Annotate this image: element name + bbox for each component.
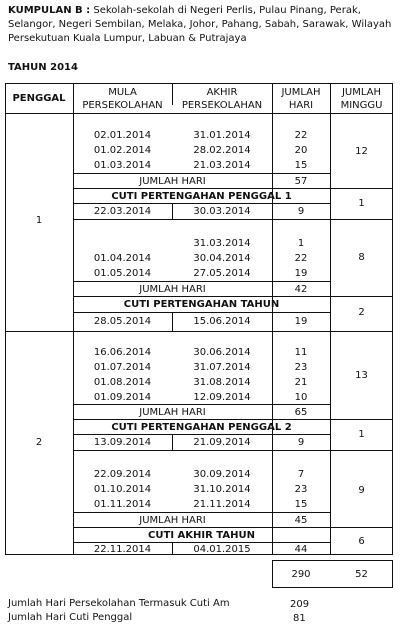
table-cell: 01.08.2014 — [93, 377, 152, 388]
table-cell: 20 — [294, 145, 308, 156]
table-cell: 30.09.2014 — [193, 469, 251, 480]
total-label: JUMLAH HARI — [139, 515, 206, 526]
header-mula-2: PERSEKOLAHAN — [82, 100, 163, 111]
total-value: 42 — [294, 284, 308, 295]
table-cell: 23 — [294, 484, 308, 495]
table-cell: 7 — [297, 469, 305, 480]
table-cell: 22.11.2014 — [93, 544, 152, 555]
holiday-title: CUTI PERTENGAHAN TAHUN — [123, 299, 280, 310]
table-cell: 30.06.2014 — [193, 347, 251, 358]
table-cell: 02.01.2014 — [93, 130, 152, 141]
table-cell: 16.06.2014 — [93, 347, 152, 358]
table-cell: 31.10.2014 — [193, 484, 251, 495]
penggal-1-label: 1 — [35, 215, 43, 226]
table-cell: 13.09.2014 — [93, 437, 152, 448]
header-jumlah-minggu-1: JUMLAH — [341, 87, 382, 98]
table-cell: 31.08.2014 — [193, 377, 251, 388]
weeks-value: 6 — [358, 536, 365, 547]
total-label: JUMLAH HARI — [139, 284, 206, 295]
header-jumlah-hari-1: JUMLAH — [281, 87, 321, 98]
penggal-2-label: 2 — [35, 437, 43, 448]
grand-total-days: 290 — [291, 569, 311, 580]
table-cell: 12.09.2014 — [193, 392, 251, 403]
year-label: TAHUN 2014 — [8, 62, 78, 73]
table-cell: 9 — [297, 437, 305, 448]
table-cell: 27.05.2014 — [193, 268, 251, 279]
table-cell: 10 — [294, 392, 308, 403]
intro-body: Sekolah-sekolah di Negeri Perlis, Pulau Pinang, Perak, Selangor, Negeri Sembilan, Melaka, Johor, Pahang, Sabah, Sarawak, Wilayah Persekutuan Kuala Lumpur, Labuan & Putrajaya — [8, 5, 392, 44]
table-cell: 22.03.2014 — [93, 206, 152, 217]
header-mula-1: MULA — [108, 87, 137, 98]
table-cell: 28.02.2014 — [193, 145, 251, 156]
table-cell: 01.02.2014 — [93, 145, 152, 156]
total-label: JUMLAH HARI — [139, 176, 206, 187]
table-cell: 15 — [294, 499, 308, 510]
table-cell: 01.04.2014 — [93, 253, 152, 264]
table-cell: 01.07.2014 — [93, 362, 152, 373]
intro-text — [8, 4, 396, 46]
table-cell: 23 — [294, 362, 308, 373]
weeks-value: 2 — [358, 307, 365, 318]
table-cell: 01.11.2014 — [93, 499, 152, 510]
summary-holiday-days-value: 81 — [293, 613, 306, 624]
holiday-title: CUTI AKHIR TAHUN — [148, 530, 255, 541]
table-cell: 21.11.2014 — [193, 499, 251, 510]
table-cell: 9 — [297, 206, 305, 217]
table-cell: 01.10.2014 — [93, 484, 152, 495]
table-cell: 21.03.2014 — [193, 160, 251, 171]
table-cell: 30.04.2014 — [193, 253, 251, 264]
header-jumlah-hari-2: HARI — [288, 100, 314, 111]
table-cell: 31.01.2014 — [193, 130, 251, 141]
table-cell: 15.06.2014 — [193, 316, 251, 327]
summary-school-days-label: Jumlah Hari Persekolahan Termasuk Cuti Am — [8, 598, 230, 609]
table-cell: 01.05.2014 — [93, 268, 152, 279]
weeks-value: 13 — [355, 370, 368, 381]
table-cell: 01.09.2014 — [93, 392, 152, 403]
table-cell: 19 — [294, 316, 308, 327]
header-akhir-2: PERSEKOLAHAN — [181, 100, 263, 111]
intro-label: KUMPULAN B : — [8, 5, 91, 16]
table-cell: 01.03.2014 — [93, 160, 152, 171]
holiday-title: CUTI PERTENGAHAN PENGGAL 2 — [111, 422, 292, 433]
total-value: 45 — [294, 515, 308, 526]
table-cell: 15 — [294, 160, 308, 171]
grand-total-weeks: 52 — [355, 569, 368, 580]
weeks-value: 9 — [358, 485, 365, 496]
header-penggal: PENGGAL — [12, 93, 66, 104]
table-cell: 21 — [294, 377, 308, 388]
weeks-value: 1 — [358, 198, 365, 209]
weeks-value: 1 — [358, 429, 365, 440]
table-cell: 31.07.2014 — [193, 362, 251, 373]
table-cell: 22 — [294, 130, 308, 141]
summary-school-days-value: 209 — [290, 599, 310, 610]
weeks-value: 8 — [358, 252, 365, 263]
table-cell: 31.03.2014 — [193, 238, 251, 249]
table-cell: 1 — [297, 238, 305, 249]
header-akhir-1: AKHIR — [206, 87, 238, 98]
summary-holiday-days-label: Jumlah Hari Cuti Penggal — [8, 612, 133, 623]
table-cell: 11 — [294, 347, 308, 358]
table-cell: 44 — [294, 544, 308, 555]
table-cell: 21.09.2014 — [193, 437, 251, 448]
total-value: 57 — [294, 176, 308, 187]
total-label: JUMLAH HARI — [139, 407, 206, 418]
holiday-title: CUTI PERTENGAHAN PENGGAL 1 — [111, 191, 292, 202]
table-cell: 22.09.2014 — [93, 469, 152, 480]
table-cell: 19 — [294, 268, 308, 279]
weeks-value: 12 — [355, 146, 368, 157]
table-cell: 22 — [294, 253, 308, 264]
total-value: 65 — [294, 407, 308, 418]
table-cell: 30.03.2014 — [193, 206, 251, 217]
header-jumlah-minggu-2: MINGGU — [340, 100, 383, 111]
table-cell: 28.05.2014 — [93, 316, 152, 327]
table-cell: 04.01.2015 — [193, 544, 251, 555]
